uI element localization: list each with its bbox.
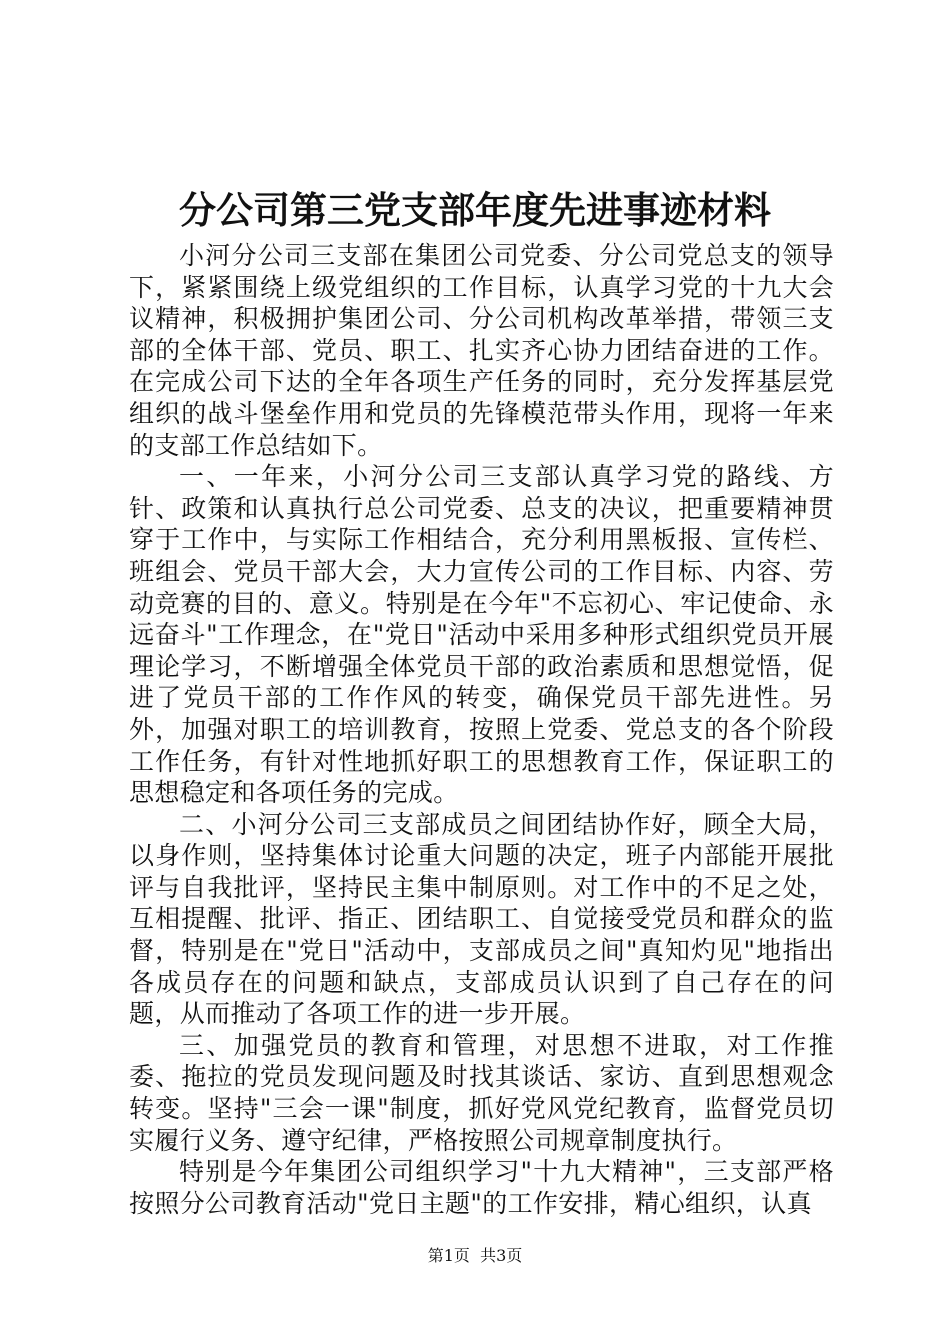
document-body [129,240,834,1219]
page-total: 共3页 [480,1246,523,1265]
paragraph-section-three: 三、加强党员的教育和管理，对思想不进取，对工作推委、拖拉的党员发现问题及时找其谈话、家访、直到思想观念转变。坚持"三会一课"制度，抓好党风党纪教育，监督党员切实履行义务、遵守纪律，严格按照公司规章制度执行。 [129,1030,834,1155]
paragraph-section-one: 一、一年来，小河分公司三支部认真学习党的路线、方针、政策和认真执行总公司党委、总支的决议，把重要精神贯穿于工作中，与实际工作相结合，充分利用黑板报、宣传栏、班组会、党员干部大会，大力宣传公司的工作目标、内容、劳动竞赛的目的、意义。特别是在今年"不忘初心、牢记使命、永远奋斗"工作理念，在"党日"活动中采用多种形式组织党员开展理论学习，不断增强全体党员干部的政治素质和思想觉悟，促进了党员干部的工作作风的转变，确保党员干部先进性。另外，加强对职工的培训教育，按照上党委、党总支的各个阶段工作任务，有针对性地抓好职工的思想教育工作，保证职工的思想稳定和各项任务的完成。 [129,462,834,808]
paragraph-intro: 小河分公司三支部在集团公司党委、分公司党总支的领导下，紧紧围绕上级党组织的工作目标，认真学习党的十九大会议精神，积极拥护集团公司、分公司机构改革举措，带领三支部的全体干部、党员、职工、扎实齐心协力团结奋进的工作。在完成公司下达的全年各项生产任务的同时，充分发挥基层党组织的战斗堡垒作用和党员的先锋模范带头作用，现将一年来的支部工作总结如下。 [129,241,834,460]
paragraph-section-two: 二、小河分公司三支部成员之间团结协作好，顾全大局，以身作则，坚持集体讨论重大问题的决定，班子内部能开展批评与自我批评，坚持民主集中制原则。对工作中的不足之处，互相提醒、批评、指正、团结职工、自觉接受党员和群众的监督，特别是在"党日"活动中，支部成员之间"真知灼见"地指出各成员存在的问题和缺点，支部成员认识到了自己存在的问题，从而推动了各项工作的进一步开展。 [129,809,834,1029]
page-footer [0,1245,950,1267]
paragraph-special: 特别是今年集团公司组织学习"十九大精神"，三支部严格按照分公司教育活动"党日主题"的工作安排，精心组织，认真 [129,1157,834,1218]
page-number: 第1页 [427,1246,470,1265]
document-title: 分公司第三党支部年度先进事迹材料 [179,188,771,232]
